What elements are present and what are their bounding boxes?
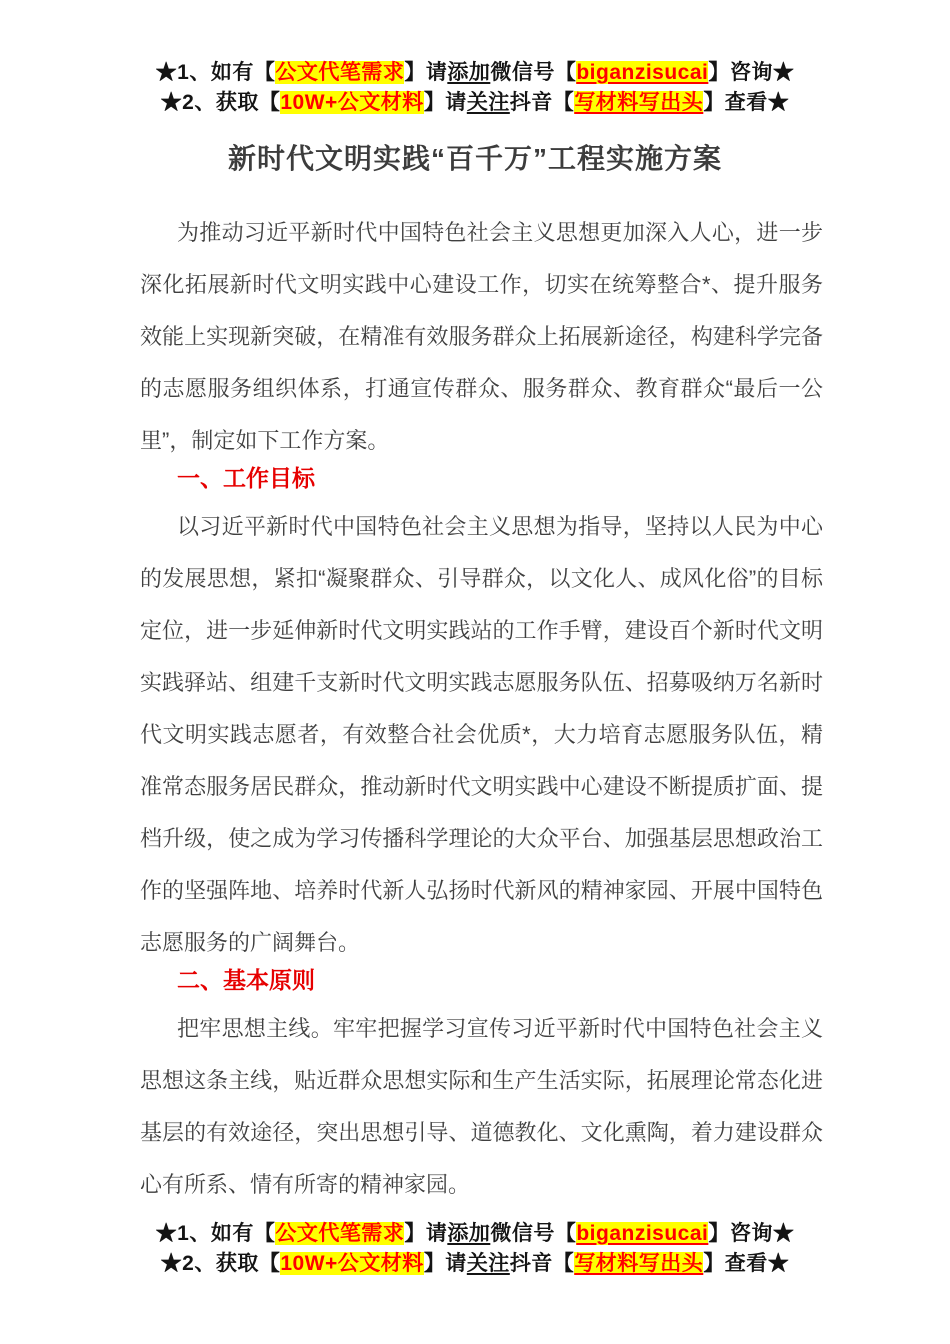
promo-segment: 微信号【 (490, 61, 577, 84)
promo-segment: 】请 (404, 61, 448, 84)
document-title: 新时代文明实践“百千万”工程实施方案 (227, 143, 722, 174)
promo-segment: 公文代笔需求 (275, 1222, 405, 1245)
promo-segment: 关注 (466, 1252, 510, 1275)
document-body (140, 207, 823, 1211)
promo-segment: 10W+公文材料 (280, 1252, 424, 1275)
promo-segment: 】咨询★ (708, 1222, 795, 1245)
promo-segment: 公文代笔需求 (275, 61, 405, 84)
promo-segment: biganzisucai (576, 61, 709, 84)
promo-segment: ★1、如有【 (155, 1222, 276, 1245)
promo-line (0, 58, 950, 88)
promo-segment: 写材料写出头 (574, 91, 704, 114)
promo-segment: ★2、获取【 (160, 91, 281, 114)
promo-segment: 】查看★ (703, 1252, 790, 1275)
doc-paragraph: 把牢思想主线。牢牢把握学习宣传习近平新时代中国特色社会主义思想这条主线，贴近群众思想实际和生产生活实际，拓展理论常态化进基层的有效途径，突出思想引导、道德教化、文化熏陶，着力建设群众心有所系、情有所寄的精神家园。 (140, 1016, 823, 1197)
promo-segment: 】咨询★ (708, 61, 795, 84)
promo-banner-top (0, 0, 950, 118)
promo-segment: 】请 (404, 1222, 448, 1245)
promo-segment: 添加 (447, 1222, 491, 1245)
promo-segment: ★1、如有【 (155, 61, 276, 84)
promo-segment: biganzisucai (576, 1222, 709, 1245)
section-heading: 一、工作目标 (177, 465, 315, 491)
promo-segment: 微信号【 (490, 1222, 577, 1245)
promo-segment: 10W+公文材料 (280, 91, 424, 114)
promo-line (0, 88, 950, 118)
doc-paragraph: 以习近平新时代中国特色社会主义思想为指导，坚持以人民为中心的发展思想，紧扣“凝聚群众、引导群众，以文化人、成风化俗”的目标定位，进一步延伸新时代文明实践站的工作手臂，建设百个新时代文明实践驿站、组建千支新时代文明实践志愿服务队伍、招募吸纳万名新时代文明实践志愿者，有效整合社会优质*，大力培育志愿服务队伍，精准常态服务居民群众，推动新时代文明实践中心建设不断提质扩面、提档升级，使之成为学习传播科学理论的大众平台、加强基层思想政治工作的坚强阵地、培养时代新人弘扬时代新风的精神家园、开展中国特色志愿服务的广阔舞台。 (140, 514, 823, 955)
promo-banner-bottom (0, 1219, 950, 1279)
promo-segment: 写材料写出头 (574, 1252, 704, 1275)
promo-segment: 】请 (423, 1252, 467, 1275)
promo-segment: 抖音【 (509, 91, 575, 114)
promo-segment: 关注 (466, 91, 510, 114)
section-heading: 二、基本原则 (177, 967, 315, 993)
promo-segment: ★2、获取【 (160, 1252, 281, 1275)
promo-segment: 】请 (423, 91, 467, 114)
promo-segment: 抖音【 (509, 1252, 575, 1275)
promo-line (0, 1219, 950, 1249)
promo-segment: 】查看★ (703, 91, 790, 114)
promo-line (0, 1249, 950, 1279)
promo-segment: 添加 (447, 61, 491, 84)
doc-paragraph: 为推动习近平新时代中国特色社会主义思想更加深入人心，进一步深化拓展新时代文明实践中心建设工作，切实在统筹整合*、提升服务效能上实现新突破，在精准有效服务群众上拓展新途径，构建科学完备的志愿服务组织体系，打通宣传群众、服务群众、教育群众“最后一公里”，制定如下工作方案。 (140, 220, 823, 453)
